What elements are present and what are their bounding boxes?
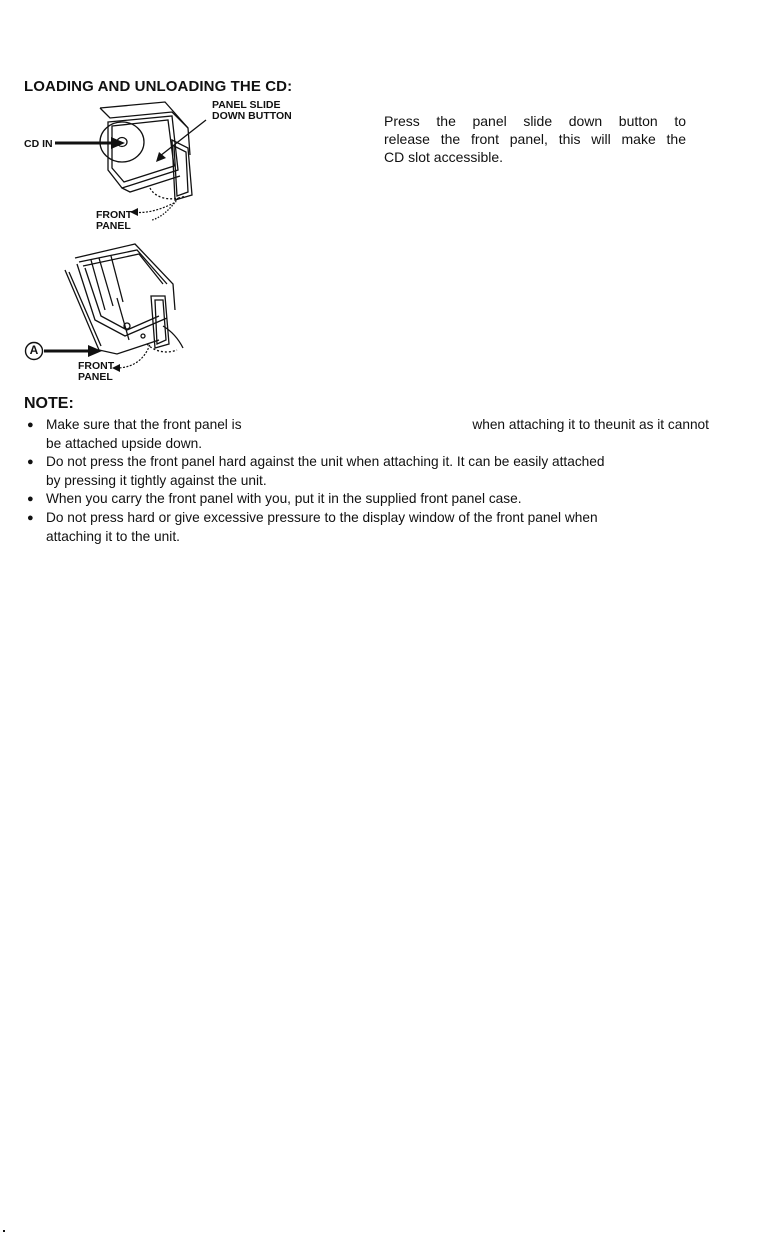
note-item: ● Do not press hard or give excessive pressure to the display window of the front panel when attaching it to the unit.	[27, 509, 598, 544]
note-item: ● Do not press the front panel hard against the unit when attaching it. It can be easily attached by pressing it tightly against the unit.	[27, 454, 605, 488]
section-heading: LOADING AND UNLOADING THE CD:	[24, 78, 293, 95]
pointer-arrow-panel-slide	[150, 118, 210, 166]
badge-a-label: A	[29, 343, 39, 357]
bullet-icon: ●	[27, 419, 34, 431]
pointer-arrow-cd-in	[55, 135, 125, 151]
label-panel-slide-button: PANEL SLIDE DOWN BUTTON	[212, 99, 292, 122]
label-cd-in: CD IN	[24, 138, 53, 150]
page-speck	[3, 1230, 5, 1232]
note-item: ● Make sure that the front panel is when attaching it to theunit as it cannot be attached upside down.	[27, 417, 709, 451]
note-title: NOTE:	[24, 395, 74, 412]
label-front-panel-2: FRONT PANEL	[78, 360, 115, 383]
instruction-paragraph: Press the panel slide down button to release the front panel, this will make the CD slot accessible.	[384, 113, 686, 165]
bullet-icon: ●	[27, 511, 34, 524]
note-list	[27, 416, 709, 546]
note-item: ● When you carry the front panel with you, put it in the supplied front panel case.	[27, 490, 709, 509]
pointer-arrow-a	[44, 344, 102, 358]
pointer-arrow-front-panel-2	[112, 340, 156, 372]
bullet-icon: ●	[27, 456, 34, 469]
pointer-arrow-front-panel-1	[130, 200, 180, 216]
bullet-icon: ●	[27, 493, 34, 506]
label-front-panel-1: FRONT PANEL	[96, 209, 133, 232]
